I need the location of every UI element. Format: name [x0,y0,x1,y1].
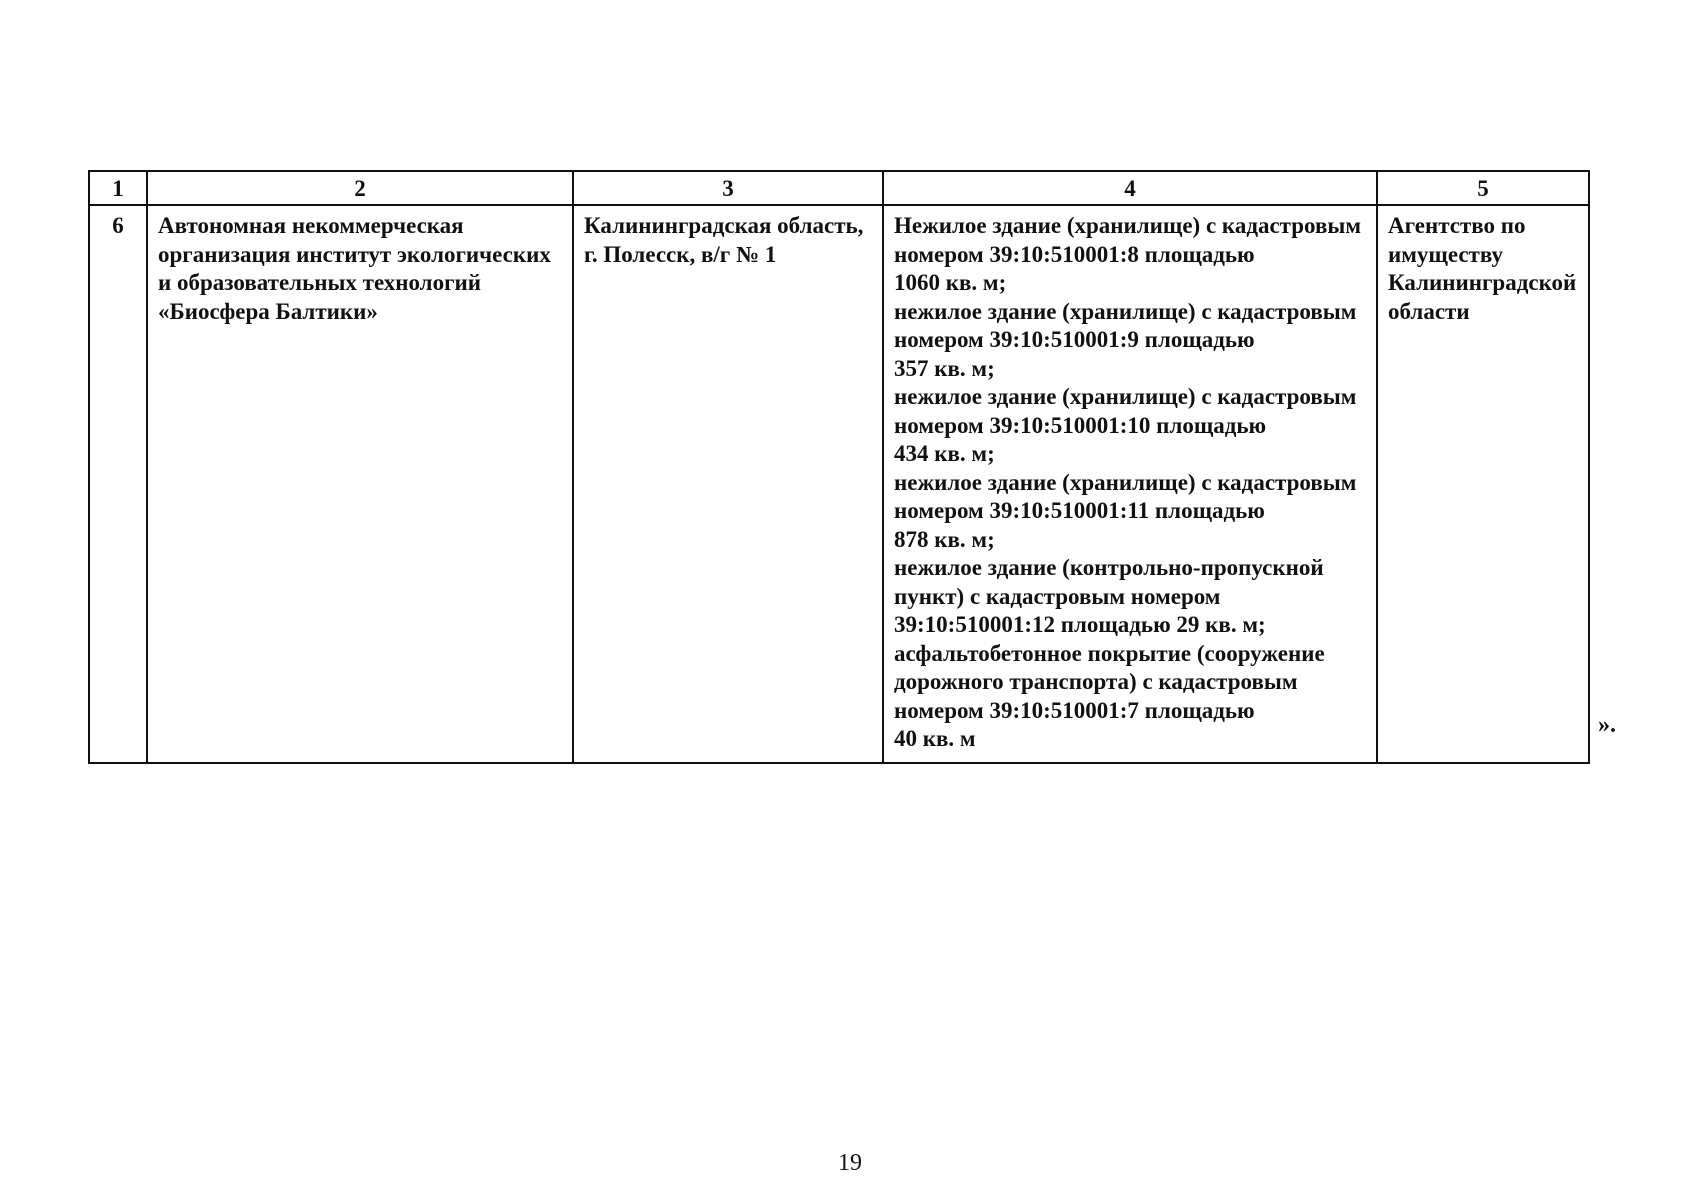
row-number-cell: 6 [89,205,147,763]
address-cell [573,205,883,763]
header-cell-5: 5 [1377,171,1589,205]
organization-line: и образовательных технологий [158,270,482,295]
property-line: нежилое здание (контрольно-пропускной [894,555,1324,580]
property-line: 1060 кв. м; [894,270,1007,295]
property-line: асфальтобетонное покрытие (сооружение [894,640,1325,666]
closing-quote-mark: ». [1598,712,1616,738]
property-line: 878 кв. м; [894,526,995,552]
property-line: номером 39:10:510001:8 площадью [894,241,1255,267]
property-line: нежилое здание (хранилище) с кадастровым [894,298,1357,324]
address-line: г. Полесск, в/г № 1 [584,241,777,267]
organization-line: Автономная некоммерческая [158,213,464,238]
page-number: 19 [838,1150,862,1176]
header-cell-1: 1 [89,171,147,205]
property-line: 40 кв. м [894,726,976,751]
organization-cell [147,205,573,763]
agency-cell [1377,205,1589,763]
table-row [89,205,1589,763]
property-cell [883,205,1377,763]
agency-line: имуществу [1388,241,1503,267]
property-line: номером 39:10:510001:11 площадью [894,498,1265,523]
property-line: нежилое здание (хранилище) с кадастровым [894,469,1357,495]
property-line: номером 39:10:510001:7 площадью [894,697,1255,723]
property-line: 434 кв. м; [894,441,995,466]
table-header-row [89,171,1589,205]
property-line: нежилое здание (хранилище) с кадастровым [894,384,1357,409]
organization-line: «Биосфера Балтики» [158,298,378,324]
property-line: номером 39:10:510001:9 площадью [894,327,1255,352]
header-cell-2: 2 [147,171,573,205]
agency-line: Калининградской [1388,270,1577,295]
property-table [88,170,1590,764]
property-line: пункт) с кадастровым номером [894,583,1221,609]
property-line: номером 39:10:510001:10 площадью [894,412,1267,438]
header-cell-3: 3 [573,171,883,205]
property-line: 357 кв. м; [894,355,995,381]
agency-line: области [1388,298,1470,324]
agency-line: Агентство по [1388,213,1526,238]
organization-line: организация институт экологических [158,241,551,267]
address-line: Калининградская область, [584,213,864,238]
header-cell-4: 4 [883,171,1377,205]
property-line: 39:10:510001:12 площадью 29 кв. м; [894,612,1266,637]
property-line: дорожного транспорта) с кадастровым [894,669,1298,694]
property-line: Нежилое здание (хранилище) с кадастровым [894,213,1362,238]
